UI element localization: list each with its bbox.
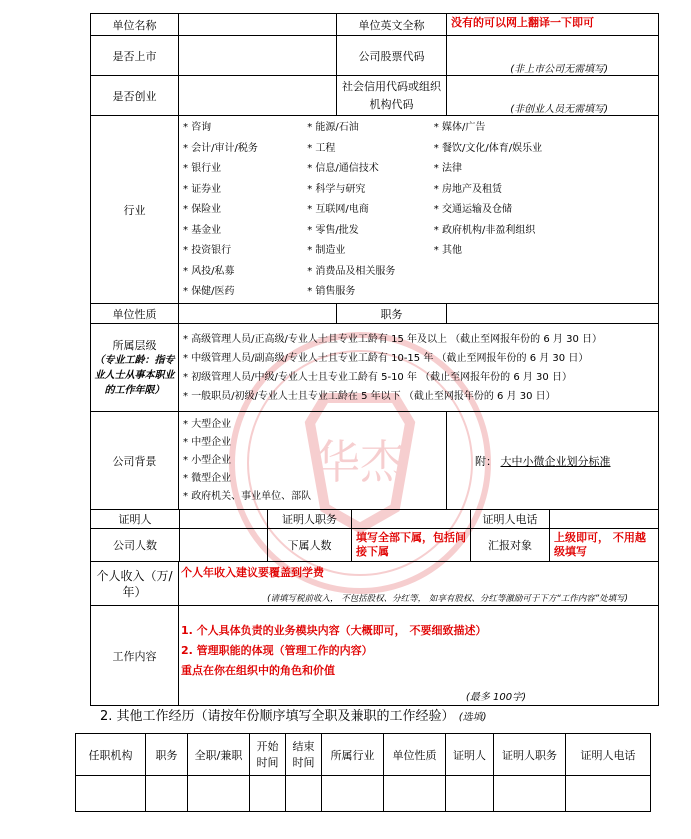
startup-field[interactable] bbox=[179, 76, 337, 116]
headcount-label: 公司人数 bbox=[91, 529, 180, 561]
industry-option[interactable]: * 法律 bbox=[434, 159, 570, 180]
unit-en-name-label: 单位英文全称 bbox=[337, 14, 447, 36]
section-2-heading bbox=[100, 705, 487, 724]
other-experience-col-header: 任职机构 bbox=[76, 734, 146, 776]
other-experience-col-header: 证明人 bbox=[446, 734, 494, 776]
other-experience-cell[interactable] bbox=[286, 776, 322, 812]
other-experience-cell[interactable] bbox=[566, 776, 651, 812]
income-label: 个人收入（万/年） bbox=[91, 562, 179, 606]
enterprise-size-standard-link[interactable]: 大中小微企业划分标准 bbox=[500, 454, 611, 468]
bg-option[interactable]: * 小型企业 bbox=[183, 452, 442, 470]
position-label: 职务 bbox=[337, 304, 447, 324]
industry-option[interactable]: * 证券业 bbox=[183, 180, 307, 201]
other-experience-header bbox=[76, 734, 651, 776]
industry-column-2[interactable] bbox=[307, 118, 434, 303]
unit-name-label: 单位名称 bbox=[91, 14, 179, 36]
credit-code-note[interactable]: (非创业人员无需填写) bbox=[447, 76, 659, 116]
industry-option[interactable]: * 政府机构/非盈利组织 bbox=[434, 221, 570, 242]
level-label: 所属层级 bbox=[112, 338, 157, 352]
industry-options bbox=[179, 116, 659, 304]
industry-option[interactable]: * 能源/石油 bbox=[307, 118, 434, 139]
industry-option[interactable]: * 保险业 bbox=[183, 200, 307, 221]
industry-option[interactable]: * 互联网/电商 bbox=[307, 200, 434, 221]
work-line-2: 2. 管理职能的体现（管理工作的内容） bbox=[181, 644, 373, 657]
other-experience-col-header: 全职/兼职 bbox=[188, 734, 250, 776]
industry-option[interactable]: * 风投/私募 bbox=[183, 262, 307, 283]
witness-row bbox=[91, 510, 659, 529]
other-experience-cell[interactable] bbox=[188, 776, 250, 812]
witness-label: 证明人 bbox=[91, 510, 180, 528]
industry-label: 行业 bbox=[91, 116, 179, 304]
income-note: 个人年收入建议要覆盖到学费 bbox=[181, 566, 324, 579]
section-2-title: 2. 其他工作经历（请按年份顺序填写全职及兼职的工作经验） bbox=[100, 709, 455, 724]
industry-option[interactable]: * 信息/通信技术 bbox=[307, 159, 434, 180]
industry-option[interactable]: * 咨询 bbox=[183, 118, 307, 139]
report-to-label: 汇报对象 bbox=[471, 529, 550, 561]
work-label: 工作内容 bbox=[91, 606, 179, 706]
income-hint: (请填写税前收入， 不包括股权、分红等， 如享有股权、分红等激励可于下方“工作内容”处填写) bbox=[267, 594, 628, 604]
other-experience-col-header: 证明人电话 bbox=[566, 734, 651, 776]
other-experience-col-header: 所属行业 bbox=[322, 734, 384, 776]
industry-option[interactable]: * 制造业 bbox=[307, 241, 434, 262]
level-option[interactable]: * 高级管理人员/正高级/专业人士且专业工龄有 15 年及以上 （截止至网报年份的 6 月 30 日） bbox=[183, 330, 654, 349]
other-experience-cell[interactable] bbox=[146, 776, 188, 812]
witness-field[interactable] bbox=[180, 510, 268, 528]
other-experience-cell[interactable] bbox=[384, 776, 446, 812]
startup-label: 是否创业 bbox=[91, 76, 179, 116]
other-experience-cell[interactable] bbox=[76, 776, 146, 812]
bg-option[interactable]: * 政府机关、事业单位、部队 bbox=[183, 488, 442, 506]
bg-option[interactable]: * 中型企业 bbox=[183, 434, 442, 452]
bg-attach-cell bbox=[447, 412, 659, 510]
industry-column-1[interactable] bbox=[183, 118, 307, 303]
industry-option[interactable]: * 科学与研究 bbox=[307, 180, 434, 201]
subordinates-label: 下属人数 bbox=[268, 529, 352, 561]
industry-option[interactable]: * 媒体/广告 bbox=[434, 118, 570, 139]
industry-option[interactable]: * 交通运输及仓储 bbox=[434, 200, 570, 221]
witness-tel-field[interactable] bbox=[550, 510, 659, 528]
industry-option[interactable]: * 会计/审计/税务 bbox=[183, 139, 307, 160]
svg-text:华杰: 华杰 bbox=[314, 435, 406, 489]
work-cell[interactable] bbox=[179, 606, 659, 706]
level-label-cell bbox=[91, 324, 179, 412]
other-experience-cell[interactable] bbox=[494, 776, 566, 812]
stock-code-label: 公司股票代码 bbox=[337, 36, 447, 76]
industry-column-3[interactable] bbox=[434, 118, 570, 303]
listed-field[interactable] bbox=[179, 36, 337, 76]
position-field[interactable] bbox=[447, 304, 659, 324]
unit-name-field[interactable] bbox=[179, 14, 337, 36]
subordinates-note[interactable]: 填写全部下属，包括间接下属 bbox=[352, 529, 471, 561]
other-experience-col-header: 开始时间 bbox=[250, 734, 286, 776]
industry-option[interactable]: * 销售服务 bbox=[307, 282, 434, 303]
level-option[interactable]: * 初级管理人员/中级/专业人士且专业工龄有 5-10 年 （截止至网报年份的 6 月 30 日） bbox=[183, 368, 654, 387]
stock-code-note[interactable]: (非上市公司无需填写) bbox=[447, 36, 659, 76]
unit-nature-field[interactable] bbox=[179, 304, 337, 324]
other-experience-col-header: 单位性质 bbox=[384, 734, 446, 776]
work-info-table bbox=[90, 13, 659, 706]
bg-label: 公司背景 bbox=[91, 412, 179, 510]
credit-code-label: 社会信用代码或组织机构代码 bbox=[337, 76, 447, 116]
other-experience-col-header: 职务 bbox=[146, 734, 188, 776]
bg-option[interactable]: * 大型企业 bbox=[183, 416, 442, 434]
work-limit: (最多 100字) bbox=[465, 692, 526, 703]
bg-attach-label: 附： bbox=[475, 454, 497, 468]
industry-option[interactable]: * 房地产及租赁 bbox=[434, 180, 570, 201]
headcount-row bbox=[91, 529, 659, 562]
listed-label: 是否上市 bbox=[91, 36, 179, 76]
industry-option[interactable]: * 银行业 bbox=[183, 159, 307, 180]
other-experience-col-header: 证明人职务 bbox=[494, 734, 566, 776]
other-experience-row bbox=[76, 776, 651, 812]
headcount-field[interactable] bbox=[180, 529, 268, 561]
unit-nature-label: 单位性质 bbox=[91, 304, 179, 324]
level-option[interactable]: * 中级管理人员/副高级/专业人士且专业工龄有 10-15 年 （截止至网报年份的 6 月 30 日） bbox=[183, 349, 654, 368]
other-experience-cell[interactable] bbox=[446, 776, 494, 812]
other-experience-table bbox=[75, 733, 651, 812]
industry-option[interactable]: * 保健/医药 bbox=[183, 282, 307, 303]
level-note: （专业工龄：指专业人士从事本职业的工作年限） bbox=[94, 354, 175, 396]
bg-options[interactable] bbox=[179, 412, 447, 510]
industry-option[interactable]: * 投资银行 bbox=[183, 241, 307, 262]
other-experience-cell[interactable] bbox=[322, 776, 384, 812]
unit-en-name-note[interactable]: 没有的可以网上翻译一下即可 bbox=[447, 14, 659, 36]
industry-option[interactable]: * 消费品及相关服务 bbox=[307, 262, 434, 283]
level-options[interactable] bbox=[179, 324, 659, 412]
work-line-3: 重点在你在组织中的角色和价值 bbox=[181, 664, 335, 677]
income-cell[interactable] bbox=[179, 562, 659, 606]
other-experience-col-header: 结束时间 bbox=[286, 734, 322, 776]
industry-option[interactable]: * 工程 bbox=[307, 139, 434, 160]
witness-pos-label: 证明人职务 bbox=[268, 510, 352, 528]
industry-option[interactable]: * 基金业 bbox=[183, 221, 307, 242]
industry-option[interactable]: * 其他 bbox=[434, 241, 570, 262]
report-to-note[interactable]: 上级即可， 不用越级填写 bbox=[554, 531, 646, 558]
witness-pos-field[interactable] bbox=[352, 510, 471, 528]
witness-tel-label: 证明人电话 bbox=[471, 510, 550, 528]
work-line-1: 1. 个人具体负责的业务模块内容（大概即可， 不要细致描述） bbox=[181, 624, 487, 637]
industry-option[interactable]: * 零售/批发 bbox=[307, 221, 434, 242]
level-option[interactable]: * 一般职员/初级/专业人士且专业工龄在 5 年以下 （截止至网报年份的 6 月 30 日） bbox=[183, 387, 654, 406]
other-experience-cell[interactable] bbox=[250, 776, 286, 812]
industry-option[interactable]: * 餐饮/文化/体育/娱乐业 bbox=[434, 139, 570, 160]
bg-option[interactable]: * 微型企业 bbox=[183, 470, 442, 488]
section-2-optional: (选填) bbox=[458, 712, 487, 723]
